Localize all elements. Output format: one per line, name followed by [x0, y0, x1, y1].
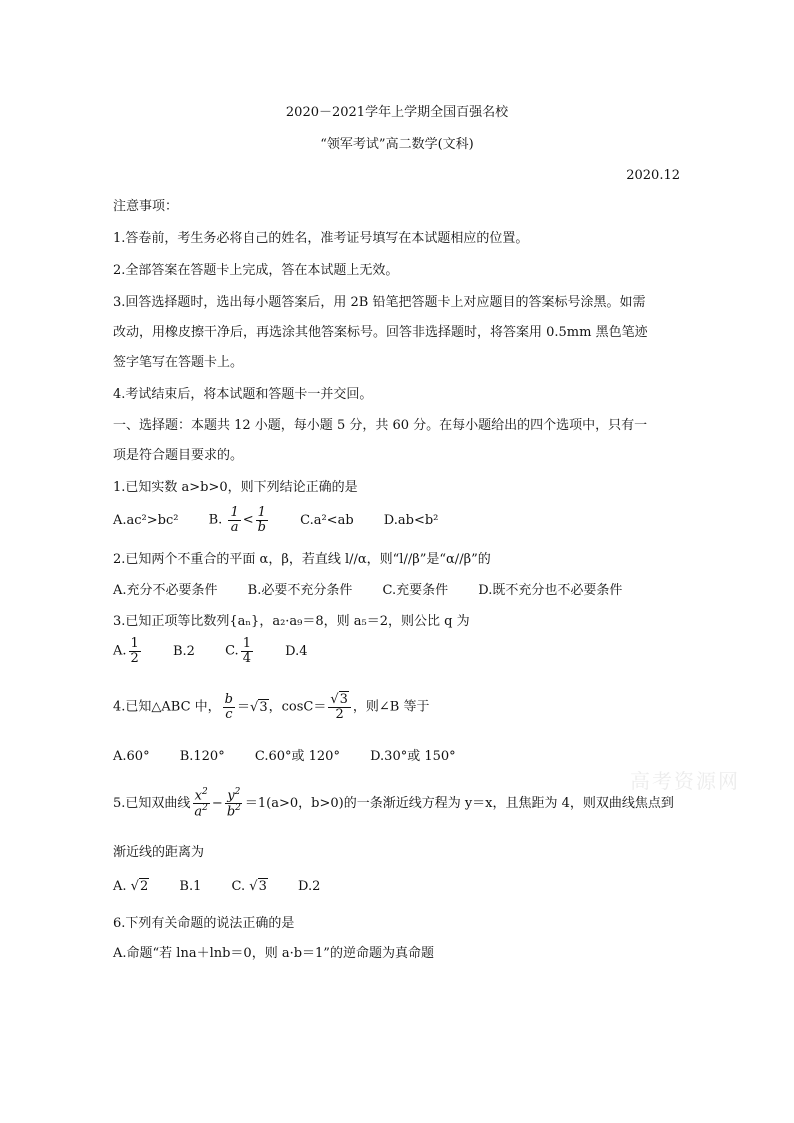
option-b: B.必要不充分条件: [247, 583, 353, 598]
sqrt: √3: [249, 879, 267, 894]
question-4-options: [113, 748, 482, 766]
notice-item-3-cont: 改动，用橡皮擦干净后，再选涂其他答案标号。回答非选择题时，将答案用 0.5mm 黑色笔迹: [113, 325, 648, 340]
fraction: $\frac{1}{b}$: [257, 505, 266, 535]
notice-item-1: 1.答卷前，考生务必将自己的姓名，准考证号填写在本试题相应的位置。: [113, 231, 529, 246]
question-5-stem: 5.已知双曲线 $\frac{x^2}{a^2}$ − $\frac{y^2}{b^2}$ ＝1(a>0，b>0)的一条渐近线方程为 y＝x，且焦距为 4，则双曲线焦点到: [113, 787, 674, 820]
question-2-options: [113, 582, 648, 600]
exam-title: 2020－2021学年上学期全国百强名校: [285, 105, 509, 120]
option-b: B.2: [172, 643, 195, 659]
section-heading-cont: 项是符合题目要求的。: [113, 448, 244, 463]
option-c: C.60°或 120°: [254, 749, 340, 764]
option-b: B.120°: [179, 749, 225, 764]
option-d: D.30°或 150°: [370, 749, 456, 764]
option-b: B. $\frac{1}{a}$ < $\frac{1}{b}$: [208, 505, 266, 535]
option-a: A.ac²>bc²: [113, 512, 179, 528]
question-5-stem-cont: 渐近线的距离为: [113, 845, 205, 860]
question-1-options: [113, 506, 464, 534]
sqrt: √2: [130, 879, 149, 894]
option-c: C.充要条件: [382, 583, 449, 598]
notice-item-3-cont2: 签字笔写在答题卡上。: [113, 355, 244, 370]
question-4-stem: 4.已知△ABC 中， $\frac{b}{c}$ ＝√3，cosC＝ $\frac{√3}{2}$ ，则∠B 等于: [113, 692, 430, 722]
option-d: D.ab<b²: [383, 512, 439, 528]
question-2-stem: 2.已知两个不重合的平面 α，β，若直线 l//α，则“l//β”是“α//β”的: [113, 552, 491, 567]
option-c: C. √3: [231, 879, 267, 894]
option-d: D.既不充分也不必要条件: [478, 583, 623, 598]
question-6-option-a: A.命题“若 lna＋lnb＝0，则 a·b＝1”的逆命题为真命题: [113, 946, 434, 961]
notice-item-4: 4.考试结束后，将本试题和答题卡一并交回。: [113, 387, 373, 402]
section-heading: 一、选择题：本题共 12 小题，每小题 5 分，共 60 分。在每小题给出的四个选项中，只有一: [113, 418, 648, 433]
option-d: D.4: [285, 643, 308, 659]
notice-heading: 注意事项：: [113, 199, 179, 214]
notice-item-3: 3.回答选择题时，选出每小题答案后，用 2B 铅笔把答题卡上对应题目的答案标号涂黑。如需: [113, 295, 646, 310]
question-5-options: [113, 878, 346, 896]
option-c: C.a²<ab: [300, 512, 354, 528]
question-1-stem: 1.已知实数 a>b>0，则下列结论正确的是: [113, 480, 358, 495]
option-d: D.2: [297, 879, 321, 894]
option-a: A.60°: [113, 749, 150, 764]
option-a: A.充分不必要条件: [113, 583, 218, 598]
option-a: A. $\frac{1}{2}$: [113, 636, 139, 666]
sqrt: √3: [250, 699, 268, 715]
question-3-options: [113, 637, 333, 665]
question-6-stem: 6.下列有关命题的说法正确的是: [113, 916, 295, 931]
fraction: $\frac{√3}{2}$: [328, 693, 351, 721]
notice-item-2: 2.全部答案在答题卡上完成，答在本试题上无效。: [113, 263, 399, 278]
option-c: C. $\frac{1}{4}$: [225, 636, 251, 666]
fraction: $\frac{1}{2}$: [130, 636, 139, 666]
option-b: B.1: [179, 879, 202, 894]
exam-subtitle: “领军考试”高二数学(文科): [320, 137, 474, 152]
question-3-stem: 3.已知正项等比数列{aₙ}，a₂·a₉＝8，则 a₅＝2，则公比 q 为: [113, 614, 470, 629]
fraction: $\frac{x^2}{a^2}$: [194, 787, 208, 820]
exam-date: 2020.12: [626, 168, 680, 183]
fraction: $\frac{y^2}{b^2}$: [226, 787, 241, 820]
fraction: $\frac{1}{a}$: [230, 505, 239, 535]
fraction: $\frac{b}{c}$: [224, 692, 233, 722]
fraction: $\frac{1}{4}$: [242, 636, 251, 666]
option-a: A. √2: [113, 879, 149, 894]
watermark: 高考资源网: [630, 769, 740, 793]
